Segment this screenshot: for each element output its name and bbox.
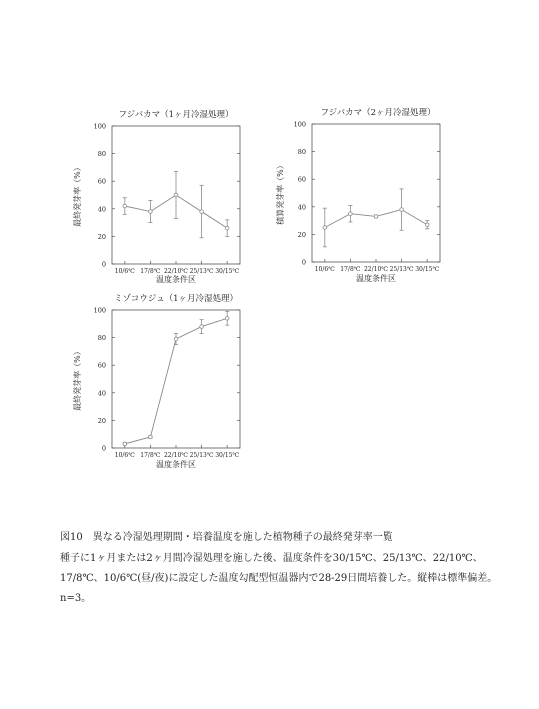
x-tick-label: 30/15℃ [415, 266, 440, 273]
y-tick-label: 60 [97, 361, 106, 370]
data-point [425, 223, 429, 227]
data-point [349, 212, 353, 216]
figure-caption-body: 種子に1ヶ月または2ヶ月間冷湿処理を施した後、温度条件を30/15℃、25/13℃、22/10℃、17/8℃、10/6℃(昼/夜)に設定した温度勾配型恒温器内で28-29日間培養した。縦棒は標準偏差。n=3。 [60, 553, 498, 604]
y-axis-label: 最終発芽率（%） [73, 347, 82, 411]
plot-frame [312, 124, 440, 262]
y-tick-label: 40 [97, 205, 106, 214]
data-point [149, 210, 153, 214]
data-point [174, 337, 178, 341]
y-tick-label: 100 [93, 306, 106, 315]
chart-title: フジバカマ（2ヶ月冷湿処理） [320, 108, 436, 118]
y-tick-label: 40 [297, 203, 306, 212]
x-tick-label: 17/8℃ [340, 266, 361, 273]
y-tick-label: 60 [97, 177, 106, 186]
x-tick-label: 22/10℃ [163, 452, 189, 459]
y-tick-label: 20 [297, 230, 306, 239]
data-point [225, 226, 229, 230]
y-tick-label: 60 [297, 175, 306, 184]
data-point [123, 204, 127, 208]
x-tick-label: 10/6℃ [114, 268, 135, 275]
chart-panel-3 [72, 293, 240, 469]
x-tick-label: 10/6℃ [114, 452, 135, 459]
x-tick-label: 17/8℃ [140, 268, 161, 275]
x-tick-label: 25/13℃ [189, 268, 214, 275]
x-tick-label: 22/10℃ [163, 268, 189, 275]
x-tick-label: 30/15℃ [215, 452, 240, 459]
x-tick-label: 30/15℃ [215, 268, 240, 275]
x-tick-label: 22/10℃ [363, 266, 389, 273]
chart-title: ミゾコウジュ（1ヶ月冷湿処理） [113, 294, 239, 304]
x-axis-label: 温度条件区 [156, 460, 196, 469]
data-point [149, 435, 153, 439]
plot-frame [112, 310, 240, 448]
x-tick-label: 25/13℃ [189, 452, 214, 459]
y-tick-label: 0 [301, 258, 306, 267]
y-tick-label: 80 [97, 334, 106, 343]
y-tick-label: 100 [293, 120, 306, 129]
y-axis-label: 最終発芽率（%） [73, 163, 82, 227]
data-point [225, 316, 229, 320]
chart-panel-1 [72, 109, 240, 284]
y-tick-label: 20 [97, 232, 106, 241]
x-tick-label: 10/6℃ [314, 266, 335, 273]
y-tick-label: 100 [93, 122, 106, 131]
data-point [200, 325, 204, 329]
data-point [174, 193, 178, 197]
data-point [374, 215, 378, 219]
y-tick-label: 0 [101, 444, 106, 453]
x-axis-label: 温度条件区 [156, 275, 196, 284]
chart-panel-2 [275, 107, 440, 283]
x-tick-label: 25/13℃ [389, 266, 414, 273]
y-axis-label: 積算発芽率（%） [276, 161, 285, 225]
y-tick-label: 80 [297, 148, 306, 157]
data-point [400, 208, 404, 212]
chart-title: フジバカマ（1ヶ月冷湿処理） [118, 110, 234, 120]
x-axis-label: 温度条件区 [356, 274, 396, 283]
y-tick-label: 0 [101, 260, 106, 269]
y-tick-label: 80 [97, 150, 106, 159]
data-point [323, 226, 327, 230]
figure-caption-title: 図10 異なる冷湿処理期間・培養温度を施した植物種子の最終発芽率一覧 [60, 532, 393, 543]
y-tick-label: 40 [97, 389, 106, 398]
data-point [200, 210, 204, 214]
x-tick-label: 17/8℃ [140, 452, 161, 459]
data-point [123, 442, 127, 446]
y-tick-label: 20 [97, 416, 106, 425]
